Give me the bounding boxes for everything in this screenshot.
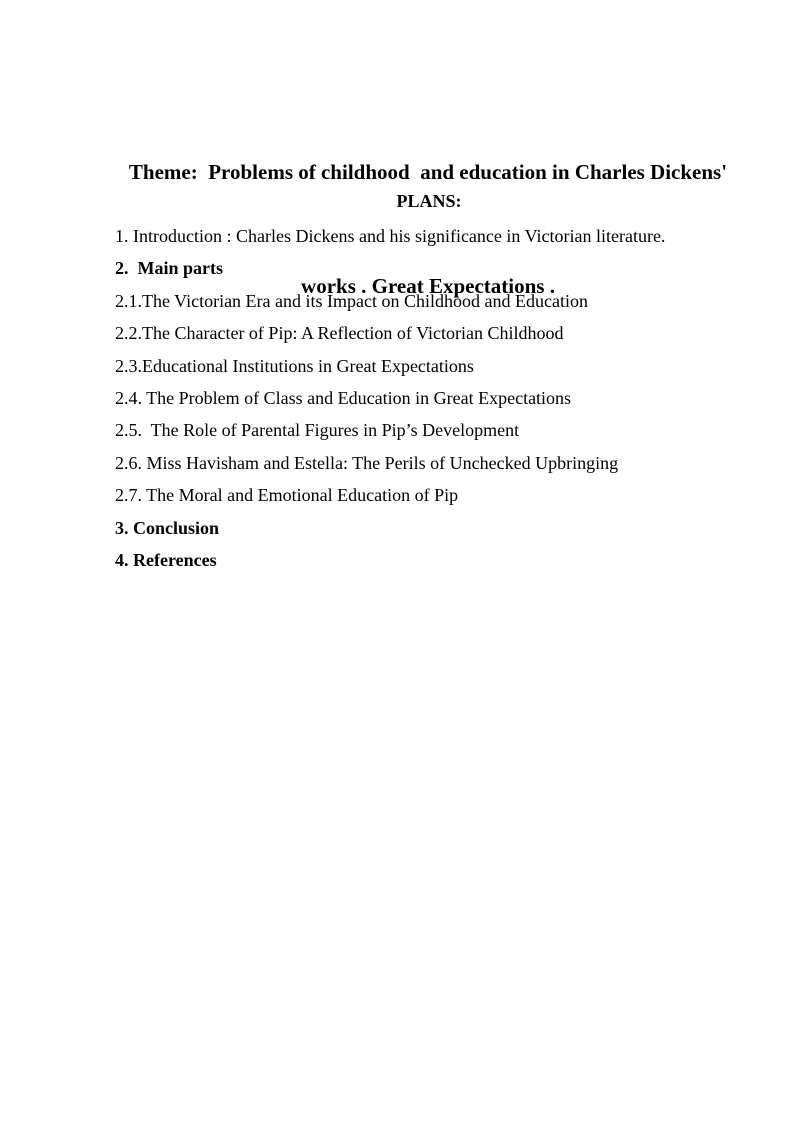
title-line-2: works . Great Expectations . xyxy=(301,274,555,298)
plan-item-main-parts: 2. Main parts xyxy=(115,258,223,279)
plan-item-2-4: 2.4. The Problem of Class and Education in Great Expectations xyxy=(115,388,572,409)
plan-list xyxy=(115,220,765,576)
plan-item-2-6: 2.6. Miss Havisham and Estella: The Perils of Unchecked Upbringing xyxy=(115,452,619,473)
plan-item-conclusion: 3. Conclusion xyxy=(115,517,220,538)
plan-item-references: 4. References xyxy=(115,550,217,571)
plan-item-introduction: 1. Introduction : Charles Dickens and his significance in Victorian literature. xyxy=(115,226,666,246)
plan-item-2-7: 2.7. The Moral and Emotional Education of Pip xyxy=(115,485,459,506)
title-line-1: Theme: Problems of childhood and education in Charles Dickens' xyxy=(128,160,728,184)
plan-item-2-5: 2.5. The Role of Parental Figures in Pip’s Development xyxy=(115,420,520,441)
plan-item-2-2: 2.2.The Character of Pip: A Reflection of Victorian Childhood xyxy=(115,323,564,344)
plan-item-2-1: 2.1.The Victorian Era and its Impact on Childhood and Education xyxy=(115,290,588,311)
plan-item-2-3: 2.3.Educational Institutions in Great Expectations xyxy=(115,355,474,376)
plans-heading: PLANS: xyxy=(396,191,462,211)
